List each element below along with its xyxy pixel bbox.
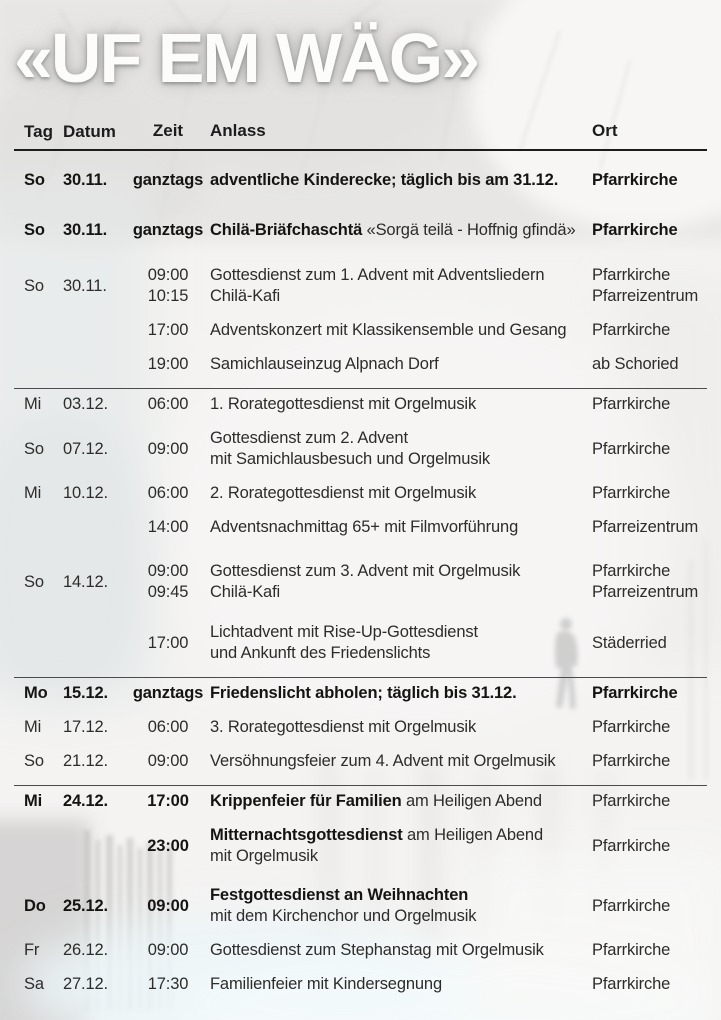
anlass-text: 3. Rorategottesdienst mit Orgelmusik	[210, 718, 477, 736]
cell-zeit: 17:30	[147, 975, 189, 993]
schedule-body	[0, 170, 721, 1008]
cell-anlass	[210, 483, 592, 504]
cell-datum: 03.12.	[63, 395, 108, 413]
cell-datum: 26.12.	[63, 941, 108, 959]
cell-tag: So	[24, 572, 44, 591]
cell-anlass	[210, 517, 592, 538]
cell-zeit: 09:00	[147, 941, 189, 959]
cell-tag: So	[24, 276, 44, 295]
cell-tag: Mi	[24, 484, 42, 502]
anlass-text: Friedenslicht abholen; täglich bis 31.12.	[210, 684, 517, 702]
cell-zeit: 19:00	[147, 355, 189, 373]
cell-zeit: 23:00	[147, 836, 189, 855]
schedule-row	[0, 825, 721, 867]
anlass-text: Versöhnungsfeier zum 4. Advent mit Orgelmusik	[210, 752, 556, 770]
cell-datum: 30.11.	[63, 221, 108, 239]
cell-datum: 24.12.	[63, 792, 108, 810]
cell-anlass	[210, 940, 592, 961]
schedule-row	[0, 320, 721, 341]
schedule-row	[0, 717, 721, 738]
header-ort: Ort	[592, 121, 618, 140]
cell-zeit: 09:00 10:15	[147, 266, 189, 305]
cell-datum: 30.11.	[63, 171, 108, 189]
anlass-text: Chilä-Kafi	[210, 583, 281, 601]
cell-tag: Mi	[24, 395, 42, 413]
cell-datum: 21.12.	[63, 752, 108, 770]
table-header	[0, 121, 721, 142]
anlass-text: Chilä-Briäfchaschtä	[210, 221, 367, 239]
cell-tag: So	[24, 171, 45, 189]
cell-anlass	[210, 825, 592, 867]
schedule-row	[0, 428, 721, 470]
cell-datum: 27.12.	[63, 975, 108, 993]
cell-ort: ab Schoried	[592, 355, 679, 373]
anlass-text: Gottesdienst zum 2. Advent	[210, 429, 408, 447]
cell-ort: Pfarrkirche	[592, 171, 678, 189]
schedule-row	[0, 394, 721, 415]
anlass-text: 1. Rorategottesdienst mit Orgelmusik	[210, 395, 477, 413]
cell-anlass	[210, 717, 592, 738]
schedule-row	[0, 265, 721, 307]
cell-ort: Pfarrkirche	[592, 941, 671, 959]
cell-zeit: ganztags	[132, 171, 204, 189]
header-anlass: Anlass	[210, 121, 266, 140]
cell-anlass	[210, 683, 592, 704]
section-divider	[14, 677, 707, 678]
anlass-text: Gottesdienst zum 1. Advent mit Adventsliedern	[210, 266, 545, 284]
cell-zeit: 06:00	[147, 484, 189, 502]
anlass-text: mit Orgelmusik	[210, 847, 318, 865]
cell-tag: Mi	[24, 792, 43, 810]
anlass-text: Samichlauseinzug Alpnach Dorf	[210, 355, 439, 373]
cell-anlass	[210, 394, 592, 415]
anlass-text: Mitternachtsgottesdienst	[210, 826, 403, 844]
cell-ort: Pfarrkirche	[592, 718, 671, 736]
cell-ort: Pfarrkirche	[592, 439, 671, 458]
cell-ort: Pfarrkirche	[592, 792, 671, 810]
cell-zeit: ganztags	[132, 221, 204, 239]
anlass-text: adventliche Kinderecke; täglich bis am 31.12.	[210, 171, 559, 189]
schedule-row	[0, 170, 721, 191]
schedule-row	[0, 517, 721, 538]
cell-tag: Mo	[24, 684, 48, 702]
cell-ort: Pfarrkirche Pfarreizentrum	[592, 266, 699, 305]
cell-zeit: 06:00	[147, 395, 189, 413]
cell-datum: 30.11.	[63, 276, 107, 295]
cell-zeit: 09:00	[147, 439, 189, 458]
cell-tag: Fr	[24, 941, 40, 959]
cell-tag: So	[24, 221, 45, 239]
cell-anlass	[210, 561, 592, 603]
schedule-row	[0, 561, 721, 603]
cell-anlass	[210, 974, 592, 995]
cell-zeit: 17:00	[147, 792, 189, 810]
cell-ort: Pfarrkirche	[592, 395, 671, 413]
anlass-text: Festgottesdienst an Weihnachten	[210, 886, 469, 904]
cell-ort: Pfarrkirche	[592, 484, 671, 502]
cell-ort: Pfarrkirche	[592, 752, 671, 770]
cell-zeit: 06:00	[147, 718, 189, 736]
schedule-row	[0, 974, 721, 995]
anlass-text: mit dem Kirchenchor und Orgelmusik	[210, 907, 477, 925]
cell-tag: So	[24, 439, 44, 458]
anlass-text: Adventskonzert mit Klassikensemble und Gesang	[210, 321, 567, 339]
cell-ort: Pfarrkirche	[592, 221, 678, 239]
cell-zeit: 09:00	[147, 752, 189, 770]
cell-anlass	[210, 170, 592, 191]
header-divider	[14, 149, 707, 151]
cell-datum: 07.12.	[63, 439, 108, 458]
anlass-text: Chilä-Kafi	[210, 287, 281, 305]
schedule-row	[0, 622, 721, 664]
cell-zeit: 17:00	[147, 321, 189, 339]
cell-datum: 15.12.	[63, 684, 108, 702]
cell-tag: Mi	[24, 718, 42, 736]
anlass-text: Adventsnachmittag 65+ mit Filmvorführung	[210, 518, 519, 536]
cell-ort: Städerried	[592, 633, 667, 652]
page-title: «UF EM WÄG»	[14, 19, 479, 97]
anlass-text: mit Samichlausbesuch und Orgelmusik	[210, 450, 490, 468]
cell-ort: Pfarreizentrum	[592, 518, 699, 536]
cell-datum: 25.12.	[63, 896, 108, 915]
cell-tag: So	[24, 752, 44, 770]
cell-ort: Pfarrkirche Pfarreizentrum	[592, 562, 699, 601]
cell-datum: 10.12.	[63, 484, 108, 502]
cell-anlass	[210, 220, 592, 241]
cell-ort: Pfarrkirche	[592, 684, 678, 702]
cell-zeit: ganztags	[132, 684, 204, 702]
cell-ort: Pfarrkirche	[592, 836, 671, 855]
anlass-text: 2. Rorategottesdienst mit Orgelmusik	[210, 484, 477, 502]
schedule-row	[0, 683, 721, 704]
section-divider	[14, 785, 707, 786]
header-zeit: Zeit	[152, 121, 184, 140]
schedule-row	[0, 220, 721, 241]
cell-anlass	[210, 320, 592, 341]
schedule-row	[0, 751, 721, 772]
cell-anlass	[210, 265, 592, 307]
cell-tag: Do	[24, 896, 46, 915]
cell-zeit: 14:00	[147, 518, 189, 536]
cell-zeit: 17:00	[147, 633, 189, 652]
schedule-row	[0, 483, 721, 504]
cell-datum: 17.12.	[63, 718, 108, 736]
schedule-row	[0, 940, 721, 961]
cell-tag: Sa	[24, 975, 44, 993]
header-tag: Tag	[24, 122, 53, 141]
header-datum: Datum	[63, 122, 116, 141]
cell-ort: Pfarrkirche	[592, 896, 671, 915]
anlass-text: Gottesdienst zum Stephanstag mit Orgelmusik	[210, 941, 544, 959]
cell-zeit: 09:00 09:45	[147, 562, 189, 601]
anlass-text: am Heiligen Abend	[401, 792, 542, 810]
anlass-text: Krippenfeier für Familien	[210, 792, 402, 810]
schedule-row	[0, 791, 721, 812]
cell-anlass	[210, 751, 592, 772]
cell-anlass	[210, 791, 592, 812]
anlass-text: Gottesdienst zum 3. Advent mit Orgelmusik	[210, 562, 521, 580]
anlass-text: am Heiligen Abend	[402, 826, 543, 844]
cell-anlass	[210, 428, 592, 470]
cell-anlass	[210, 885, 592, 927]
cell-ort: Pfarrkirche	[592, 321, 671, 339]
schedule-row	[0, 885, 721, 927]
anlass-text: «Sorgä teilä - Hoffnig gfindä»	[366, 221, 576, 239]
cell-zeit: 09:00	[147, 896, 189, 915]
anlass-text: Familienfeier mit Kindersegnung	[210, 975, 442, 993]
cell-ort: Pfarrkirche	[592, 975, 671, 993]
cell-datum: 14.12.	[63, 572, 108, 591]
anlass-text: Lichtadvent mit Rise-Up-Gottesdienst	[210, 623, 478, 641]
schedule-row	[0, 354, 721, 375]
anlass-text: und Ankunft des Friedenslichts	[210, 644, 431, 662]
cell-anlass	[210, 354, 592, 375]
section-divider	[14, 388, 707, 389]
cell-anlass	[210, 622, 592, 664]
